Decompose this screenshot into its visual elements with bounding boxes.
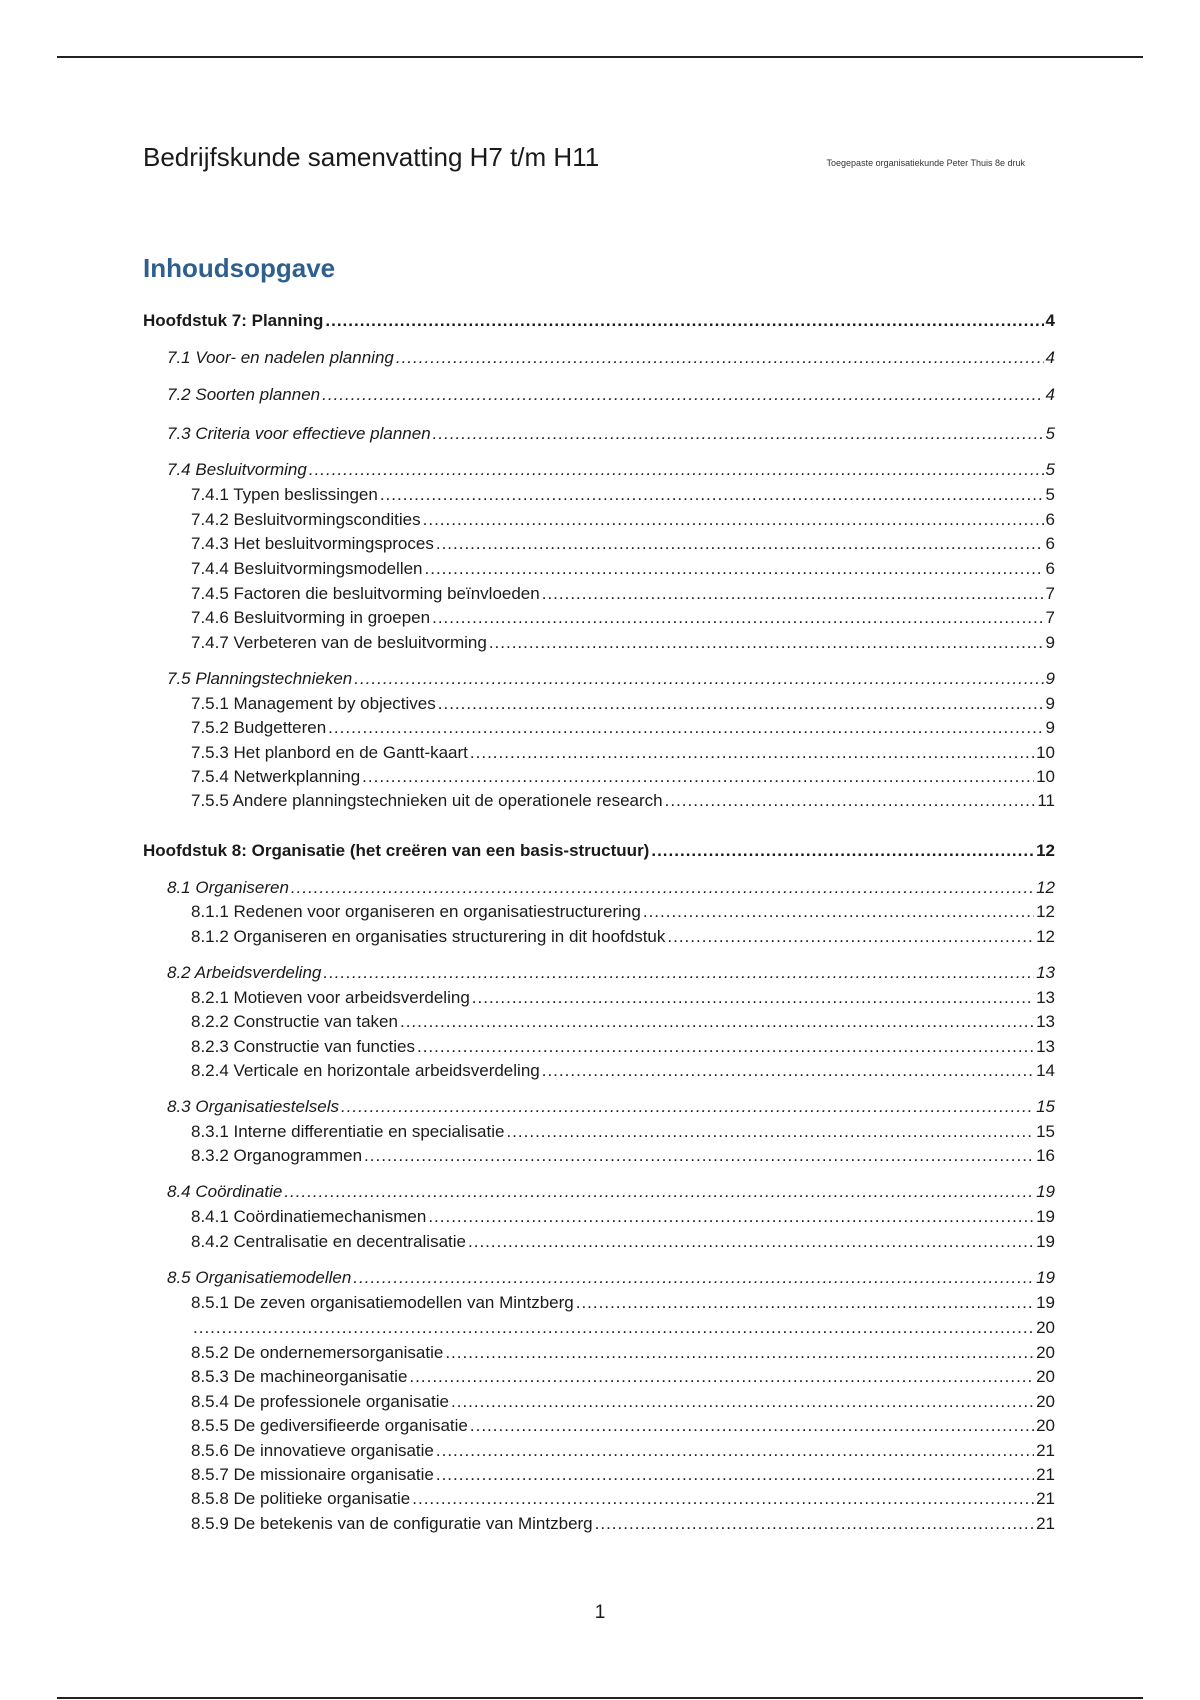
toc-entry-page: 15 bbox=[1036, 1097, 1055, 1116]
toc-entry-title: 7.5.5 Andere planningstechnieken uit de operationele research bbox=[191, 791, 663, 810]
toc-entry[interactable] bbox=[191, 926, 1055, 948]
toc-dot-leader bbox=[436, 1440, 1034, 1462]
toc-entry[interactable] bbox=[167, 877, 1055, 899]
toc-dot-leader bbox=[643, 901, 1034, 923]
toc-entry[interactable] bbox=[191, 1231, 1055, 1253]
toc-entry[interactable] bbox=[191, 533, 1055, 555]
toc-entry-page: 20 bbox=[1036, 1318, 1055, 1337]
page-number: 1 bbox=[594, 1602, 606, 1623]
toc-entry[interactable] bbox=[143, 310, 1055, 332]
toc-dot-leader bbox=[595, 1513, 1034, 1535]
toc-entry[interactable] bbox=[191, 1342, 1055, 1364]
toc-dot-leader bbox=[436, 1464, 1034, 1486]
toc-dot-leader bbox=[291, 877, 1034, 899]
toc-entry[interactable] bbox=[191, 901, 1055, 923]
document-subtitle: Toegepaste organisatiekunde Peter Thuis 8e druk bbox=[826, 158, 1025, 168]
toc-dot-leader bbox=[354, 668, 1043, 690]
toc-entry-page: 20 bbox=[1036, 1392, 1055, 1411]
toc-entry-page: 19 bbox=[1036, 1232, 1055, 1251]
toc-entry[interactable] bbox=[167, 668, 1055, 690]
toc-entry[interactable] bbox=[191, 1440, 1055, 1462]
toc-dot-leader bbox=[284, 1181, 1034, 1203]
toc-dot-leader bbox=[468, 1231, 1034, 1253]
toc-entry-page: 7 bbox=[1045, 584, 1055, 603]
toc-entry-title: 7.4.6 Besluitvorming in groepen bbox=[191, 608, 431, 627]
toc-dot-leader bbox=[576, 1292, 1034, 1314]
toc-dot-leader bbox=[428, 1206, 1034, 1228]
toc-entry-title: 7.4.1 Typen beslissingen bbox=[191, 485, 378, 504]
toc-entry-page: 11 bbox=[1037, 791, 1055, 810]
toc-entry-page: 16 bbox=[1036, 1146, 1055, 1165]
toc-dot-leader bbox=[353, 1267, 1034, 1289]
toc-dot-leader bbox=[412, 1488, 1034, 1510]
toc-entry[interactable] bbox=[167, 962, 1055, 984]
toc-entry-title: 7.5.3 Het planbord en de Gantt-kaart bbox=[191, 743, 468, 762]
toc-entry-title: Hoofdstuk 7: Planning bbox=[143, 311, 324, 330]
toc-entry[interactable] bbox=[191, 1060, 1055, 1082]
toc-dot-leader bbox=[362, 766, 1034, 788]
toc-entry-page: 14 bbox=[1036, 1061, 1055, 1080]
toc-entry[interactable] bbox=[191, 1011, 1055, 1033]
toc-entry[interactable] bbox=[191, 1292, 1055, 1314]
toc-entry-title: 8.3.2 Organogrammen bbox=[191, 1146, 363, 1165]
toc-entry-title: 7.4.5 Factoren die besluitvorming beïnvloeden bbox=[191, 584, 540, 603]
toc-entry[interactable] bbox=[191, 1464, 1055, 1486]
toc-entry-page: 10 bbox=[1036, 767, 1055, 786]
toc-entry-page: 19 bbox=[1036, 1182, 1055, 1201]
toc-entry[interactable] bbox=[191, 987, 1055, 1009]
toc-entry-title: 8.1.1 Redenen voor organiseren en organisatiestructurering bbox=[191, 902, 641, 921]
toc-entry-page: 19 bbox=[1036, 1207, 1055, 1226]
toc-entry-title: 7.2 Soorten plannen bbox=[167, 385, 321, 404]
toc-entry[interactable] bbox=[191, 1317, 1055, 1339]
toc-heading: Inhoudsopgave bbox=[143, 253, 336, 283]
toc-entry[interactable] bbox=[191, 1415, 1055, 1437]
toc-dot-leader bbox=[364, 1145, 1034, 1167]
toc-entry-page: 15 bbox=[1036, 1122, 1055, 1141]
toc-dot-leader bbox=[667, 926, 1034, 948]
toc-dot-leader bbox=[380, 484, 1044, 506]
toc-entry-title: 8.2 Arbeidsverdeling bbox=[167, 963, 322, 982]
toc-entry-page: 21 bbox=[1036, 1465, 1055, 1484]
toc-entry[interactable] bbox=[191, 583, 1055, 605]
toc-entry[interactable] bbox=[191, 1121, 1055, 1143]
toc-entry-page: 13 bbox=[1036, 1012, 1055, 1031]
toc-dot-leader bbox=[451, 1391, 1034, 1413]
toc-dot-leader bbox=[472, 987, 1034, 1009]
toc-entry[interactable] bbox=[191, 632, 1055, 654]
toc-entry[interactable] bbox=[191, 1488, 1055, 1510]
toc-entry[interactable] bbox=[167, 347, 1055, 369]
toc-dot-leader bbox=[542, 583, 1044, 605]
toc-entry[interactable] bbox=[167, 459, 1055, 481]
toc-entry-page: 6 bbox=[1045, 510, 1055, 529]
toc-dot-leader bbox=[542, 1060, 1034, 1082]
toc-entry-page: 6 bbox=[1045, 559, 1055, 578]
toc-entry[interactable] bbox=[191, 766, 1055, 788]
toc-entry[interactable] bbox=[191, 509, 1055, 531]
toc-entry-title: Hoofdstuk 8: Organisatie (het creëren van een basis-structuur) bbox=[143, 841, 650, 860]
toc-dot-leader bbox=[409, 1366, 1034, 1388]
toc-entry-page: 21 bbox=[1036, 1441, 1055, 1460]
toc-entry-page: 6 bbox=[1045, 534, 1055, 553]
toc-entry-page: 4 bbox=[1045, 348, 1055, 367]
toc-entry-title: 8.5.4 De professionele organisatie bbox=[191, 1392, 449, 1411]
toc-entry-page: 13 bbox=[1036, 963, 1055, 982]
toc-entry[interactable] bbox=[191, 1513, 1055, 1535]
toc-entry-title: 8.2.1 Motieven voor arbeidsverdeling bbox=[191, 988, 470, 1007]
toc-entry-title: 8.4.1 Coördinatiemechanismen bbox=[191, 1207, 427, 1226]
toc-entry-page: 7 bbox=[1045, 608, 1055, 627]
toc-entry-title: 8.4 Coördinatie bbox=[167, 1182, 283, 1201]
toc-entry-title: 8.3 Organisatiestelsels bbox=[167, 1097, 339, 1116]
toc-entry[interactable] bbox=[143, 840, 1055, 862]
toc-entry-page: 12 bbox=[1036, 927, 1055, 946]
toc-dot-leader bbox=[309, 459, 1044, 481]
toc-entry[interactable] bbox=[191, 1145, 1055, 1167]
bottom-rule bbox=[57, 1697, 1143, 1699]
toc-entry[interactable] bbox=[167, 1267, 1055, 1289]
toc-entry[interactable] bbox=[191, 790, 1055, 812]
toc-dot-leader bbox=[325, 310, 1043, 332]
toc-dot-leader bbox=[323, 962, 1034, 984]
toc-entry-page: 20 bbox=[1036, 1367, 1055, 1386]
toc-entry-title: 7.4.3 Het besluitvormingsproces bbox=[191, 534, 434, 553]
toc-entry-title: 7.4.4 Besluitvormingsmodellen bbox=[191, 559, 423, 578]
toc-entry-page: 19 bbox=[1036, 1268, 1055, 1287]
toc-entry-title: 7.5 Planningstechnieken bbox=[167, 669, 353, 688]
toc-dot-leader bbox=[506, 1121, 1034, 1143]
toc-entry-title: 8.5.5 De gediversifieerde organisatie bbox=[191, 1416, 468, 1435]
toc-dot-leader bbox=[328, 717, 1043, 739]
toc-entry-title: 8.5.8 De politieke organisatie bbox=[191, 1489, 411, 1508]
toc-entry-title: 8.1.2 Organiseren en organisaties structurering in dit hoofdstuk bbox=[191, 927, 666, 946]
toc-entry-title: 8.5.1 De zeven organisatiemodellen van Mintzberg bbox=[191, 1293, 574, 1312]
toc-entry-title: 7.4 Besluitvorming bbox=[167, 460, 307, 479]
toc-entry-page: 9 bbox=[1045, 669, 1055, 688]
toc-entry-title: 7.5.2 Budgetteren bbox=[191, 718, 327, 737]
toc-entry-title: 8.2.2 Constructie van taken bbox=[191, 1012, 398, 1031]
toc-dot-leader bbox=[400, 1011, 1034, 1033]
toc-entry[interactable] bbox=[191, 1391, 1055, 1413]
toc-entry-title: 8.4.2 Centralisatie en decentralisatie bbox=[191, 1232, 466, 1251]
toc-entry-title: 7.5.4 Netwerkplanning bbox=[191, 767, 361, 786]
toc-entry-title: 8.1 Organiseren bbox=[167, 878, 289, 897]
toc-dot-leader bbox=[436, 533, 1044, 555]
toc-entry[interactable] bbox=[191, 742, 1055, 764]
toc-entry-page: 10 bbox=[1036, 743, 1055, 762]
toc-dot-leader bbox=[470, 742, 1034, 764]
toc-entry[interactable] bbox=[167, 423, 1055, 445]
toc-dot-leader bbox=[425, 558, 1044, 580]
toc-dot-leader bbox=[193, 1317, 1034, 1339]
toc-dot-leader bbox=[341, 1096, 1034, 1118]
toc-dot-leader bbox=[665, 790, 1036, 812]
toc-entry-title: 8.5.6 De innovatieve organisatie bbox=[191, 1441, 434, 1460]
toc-entry-title: 7.4.2 Besluitvormingscondities bbox=[191, 510, 421, 529]
toc-entry-page: 19 bbox=[1036, 1293, 1055, 1312]
toc-dot-leader bbox=[470, 1415, 1034, 1437]
toc-entry-page: 20 bbox=[1036, 1416, 1055, 1435]
toc-dot-leader bbox=[433, 423, 1044, 445]
toc-entry-page: 12 bbox=[1036, 902, 1055, 921]
toc-entry[interactable] bbox=[167, 1096, 1055, 1118]
toc-entry-title: 7.1 Voor- en nadelen planning bbox=[167, 348, 394, 367]
toc-entry-title: 8.2.3 Constructie van functies bbox=[191, 1037, 415, 1056]
toc-entry-page: 4 bbox=[1045, 311, 1055, 330]
toc-dot-leader bbox=[651, 840, 1034, 862]
toc-dot-leader bbox=[438, 693, 1044, 715]
toc-entry[interactable] bbox=[167, 1181, 1055, 1203]
toc-entry-page: 5 bbox=[1045, 424, 1055, 443]
toc-entry-page: 13 bbox=[1036, 1037, 1055, 1056]
toc-entry-title: 7.3 Criteria voor effectieve plannen bbox=[167, 424, 431, 443]
toc-entry-title: 7.4.7 Verbeteren van de besluitvorming bbox=[191, 633, 487, 652]
toc-entry-page: 9 bbox=[1045, 694, 1055, 713]
toc-entry[interactable] bbox=[167, 384, 1055, 406]
toc-entry-page: 12 bbox=[1036, 841, 1055, 860]
toc-dot-leader bbox=[432, 607, 1043, 629]
toc-entry[interactable] bbox=[191, 1206, 1055, 1228]
toc-entry-title: 8.5.2 De ondernemersorganisatie bbox=[191, 1343, 444, 1362]
toc-dot-leader bbox=[417, 1036, 1034, 1058]
toc-dot-leader bbox=[423, 509, 1044, 531]
toc-entry-title: 8.2.4 Verticale en horizontale arbeidsverdeling bbox=[191, 1061, 540, 1080]
toc-entry-page: 9 bbox=[1045, 718, 1055, 737]
toc-entry-title: 8.5 Organisatiemodellen bbox=[167, 1268, 352, 1287]
toc-entry-title: 8.5.3 De machineorganisatie bbox=[191, 1367, 408, 1386]
toc-dot-leader bbox=[396, 347, 1044, 369]
toc-dot-leader bbox=[322, 384, 1043, 406]
toc-entry-page: 4 bbox=[1045, 385, 1055, 404]
toc-entry[interactable] bbox=[191, 693, 1055, 715]
document-title: Bedrijfskunde samenvatting H7 t/m H11 bbox=[143, 142, 600, 172]
toc-entry-page: 21 bbox=[1036, 1489, 1055, 1508]
toc-entry[interactable] bbox=[191, 717, 1055, 739]
toc-entry[interactable] bbox=[191, 1366, 1055, 1388]
toc-entry-title: 8.3.1 Interne differentiatie en specialisatie bbox=[191, 1122, 505, 1141]
toc-entry-page: 5 bbox=[1045, 485, 1055, 504]
toc-entry-page: 9 bbox=[1045, 633, 1055, 652]
toc-entry-page: 12 bbox=[1036, 878, 1055, 897]
toc-entry[interactable] bbox=[191, 607, 1055, 629]
toc-entry-page: 21 bbox=[1036, 1514, 1055, 1533]
toc-entry-page: 13 bbox=[1036, 988, 1055, 1007]
toc-dot-leader bbox=[489, 632, 1044, 654]
toc-entry-page: 20 bbox=[1036, 1343, 1055, 1362]
toc-entry[interactable] bbox=[191, 484, 1055, 506]
toc-entry[interactable] bbox=[191, 1036, 1055, 1058]
toc-dot-leader bbox=[445, 1342, 1034, 1364]
toc-entry[interactable] bbox=[191, 558, 1055, 580]
toc-entry-title: 8.5.9 De betekenis van de configuratie van Mintzberg bbox=[191, 1514, 593, 1533]
toc-entry-page: 5 bbox=[1045, 460, 1055, 479]
toc-entry-title: 7.5.1 Management by objectives bbox=[191, 694, 436, 713]
toc-entry-title: 8.5.7 De missionaire organisatie bbox=[191, 1465, 434, 1484]
